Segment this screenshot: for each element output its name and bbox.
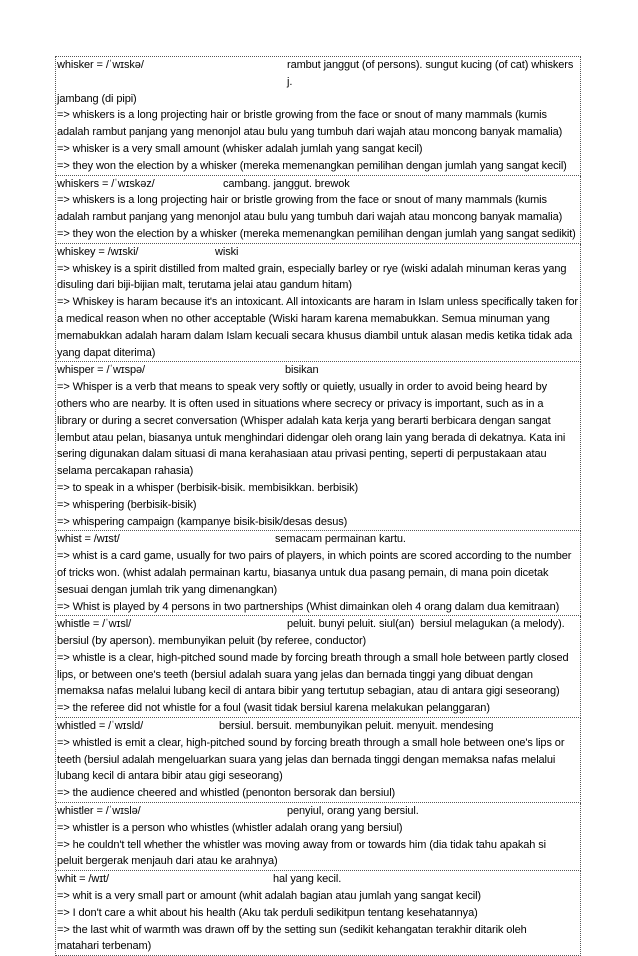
entry-text-line: => whistle is a clear, high-pitched sound made by forcing breath through a small hole between partly closed [57, 651, 569, 664]
dictionary-entry [56, 362, 581, 531]
entry-text-line: => to speak in a whisper (berbisik-bisik. membisikkan. berbisik) [57, 481, 359, 494]
entry-translation: peluit. bunyi peluit. siul(an) bersiul melagukan (a melody). [287, 618, 565, 631]
entry-text-line: matahari terbenam) [57, 940, 152, 953]
entry-text-line: => they won the election by a whisker (mereka memenangkan pemilihan dengan jumlah yang sangat sedikit) [57, 227, 576, 240]
entry-headword: whit = /wɪt/ [57, 873, 109, 886]
dictionary-entry [56, 718, 581, 803]
entry-text-line: others who are nearby. It is often used in situations where secrecy or privacy is important, such as in a [57, 397, 544, 410]
entry-text-line: => the audience cheered and whistled (penonton bersorak dan bersiul) [57, 787, 396, 800]
dictionary-entry [56, 616, 581, 718]
dictionary-entry [56, 803, 581, 871]
entry-text-line: bersiul (by aperson). membunyikan peluit (by referee, conductor) [57, 635, 367, 648]
entry-translation: bersiul. bersuit. membunyikan peluit. menyuit. mendesing [219, 720, 494, 733]
entry-text-line: => whispering (berbisik-bisik) [57, 498, 197, 511]
entry-text-line: => whiskers is a long projecting hair or bristle growing from the face or snout of many mammals (kumis [57, 194, 547, 207]
entry-text-line: memaksa nafas melalui lubang kecil di antara bibir yang tertutup sebagian, atau di antara gigi seseorang) [57, 685, 560, 698]
entry-text-line: lembut atau pelan, biasanya untuk menghindari didengar oleh orang lain yang berada di dekatnya. Kata ini [57, 431, 566, 444]
entry-translation: rambut janggut (of persons). sungut kucing (of cat) whiskers j. [287, 59, 577, 88]
entry-text-line: => whispering campaign (kampanye bisik-bisik/desas desus) [57, 515, 348, 528]
entry-text-line: => whiskers is a long projecting hair or bristle growing from the face or snout of many mammals (kumis [57, 109, 547, 122]
entry-headword-row [57, 718, 579, 735]
entry-headword-row [57, 57, 579, 91]
entry-translation: wiski [215, 245, 239, 258]
entry-headword-row [57, 244, 579, 261]
entry-text-line: => Whiskey is haram because it's an intoxicant. All intoxicants are haram in Islam unless specifically taken for [57, 296, 578, 309]
dictionary-entry [56, 57, 581, 176]
entry-headword-row [57, 531, 579, 548]
entry-text-line: a medical reason when no other acceptable (Wiski haram karena memabukkan. Semua minuman yang [57, 312, 550, 325]
entry-headword: whisper = /ˈwɪspə/ [57, 364, 146, 377]
entry-text-line: => Whisper is a verb that means to speak very softly or quietly, usually in order to avoid being heard by [57, 381, 548, 394]
entry-text-line: lips, or between one's teeth (bersiul adalah suara yang jelas dan bernada tinggi yang dibuat dengan [57, 668, 533, 681]
entry-text-line: peluit bergerak menjauh dari atau ke arahnya) [57, 855, 278, 868]
entry-text-line: => whistled is emit a clear, high-pitched sound by forcing breath through a small hole between one's lips or [57, 736, 565, 749]
entry-headword-row [57, 176, 579, 193]
entry-translation: bisikan [285, 364, 319, 377]
entry-text-line: lubang kecil di antara bibir atau gigi seseorang) [57, 770, 283, 783]
entry-headword: whistle = /ˈwɪsl/ [57, 618, 132, 631]
entry-text-line: adalah rambut panjang yang menonjol atau bulu yang tumbuh dari wajah atau moncong banyak mamalia) [57, 211, 563, 224]
entry-text-line: => whisker is a very small amount (whisker adalah jumlah yang sangat kecil) [57, 142, 423, 155]
entry-text-line: selama percakapan rahasia) [57, 465, 194, 478]
entry-text-line: => they won the election by a whisker (mereka memenangkan pemilihan dengan jumlah yang sangat kecil) [57, 159, 567, 172]
entry-headword-row [57, 362, 579, 379]
entry-text-line: => Whist is played by 4 persons in two partnerships (Whist dimainkan oleh 4 orang dalam dua kemitraan) [57, 600, 560, 613]
entry-text-line: jambang (di pipi) [57, 92, 137, 105]
entry-text-line: => whist is a card game, usually for two pairs of players, in which points are scored according to the number [57, 550, 572, 563]
entry-headword-row [57, 616, 579, 633]
entry-headword: whist = /wɪst/ [57, 533, 120, 546]
entry-text-line: => whit is a very small part or amount (whit adalah bagian atau jumlah yang sangat kecil) [57, 890, 481, 903]
dictionary-entry [56, 531, 581, 616]
entry-text-line: library or during a secret conversation (Whisper adalah kata kerja yang berarti berbicara dengan sangat [57, 414, 551, 427]
entry-headword: whiskers = /ˈwɪskəz/ [57, 177, 155, 190]
entry-text-line: sesuai dengan jumlah trik yang dimenangkan) [57, 583, 278, 596]
entry-text-line: disuling dari biji-bijian malt, terutama jelai atau gandum hitam) [57, 279, 352, 292]
entry-headword: whiskey = /wɪski/ [57, 245, 139, 258]
dictionary-page [55, 56, 581, 956]
entry-headword-row [57, 871, 579, 888]
entry-headword: whistled = /ˈwɪsld/ [57, 720, 144, 733]
entry-headword: whisker = /ˈwɪskə/ [57, 59, 144, 71]
entry-text-line: => whiskey is a spirit distilled from malted grain, especially barley or rye (wiski adalah minuman keras yang [57, 262, 567, 275]
dictionary-entry [56, 244, 581, 363]
entry-text-line: teeth (bersiul adalah mengeluarkan suara yang jelas dan bernada tinggi dengan memaksa nafas melalui [57, 753, 556, 766]
entry-text-line: => the last whit of warmth was drawn off by the setting sun (sedikit kehangatan terakhir ditarik oleh [57, 923, 527, 936]
entry-text-line: => whistler is a person who whistles (whistler adalah orang yang bersiul) [57, 821, 403, 834]
entry-text-line: adalah rambut panjang yang menonjol atau bulu yang tumbuh dari wajah atau moncong banyak mamalia) [57, 126, 563, 139]
entry-text-line: of tricks won. (whist adalah permainan kartu, biasanya untuk dua pasang pemain, di mana poin dicetak [57, 566, 549, 579]
dictionary-entry [56, 176, 581, 244]
entry-headword-row [57, 803, 579, 820]
entry-translation: semacam permainan kartu. [275, 533, 406, 546]
entry-text-line: sering digunakan dalam situasi di mana kerahasiaan atau privasi penting, seperti di perpustakaan atau [57, 448, 547, 461]
entry-text-line: yang dapat diterima) [57, 346, 156, 359]
dictionary-entry [56, 871, 581, 956]
entry-text-line: => he couldn't tell whether the whistler was moving away from or towards him (dia tidak tahu apakah si [57, 838, 546, 851]
entry-translation: hal yang kecil. [273, 873, 342, 886]
entry-translation: penyiul, orang yang bersiul. [287, 805, 419, 818]
entry-text-line: => I don't care a whit about his health (Aku tak perduli sedikitpun tentang kesehatannya) [57, 906, 478, 919]
entry-translation: cambang. janggut. brewok [223, 177, 350, 190]
entry-headword: whistler = /ˈwɪslə/ [57, 805, 141, 818]
entry-text-line: => the referee did not whistle for a foul (wasit tidak bersiul karena melakukan pelanggaran) [57, 702, 490, 715]
entry-text-line: memabukkan adalah haram dalam Islam kecuali secara khusus diambil untuk alasan medis ketika tidak ada [57, 329, 573, 342]
